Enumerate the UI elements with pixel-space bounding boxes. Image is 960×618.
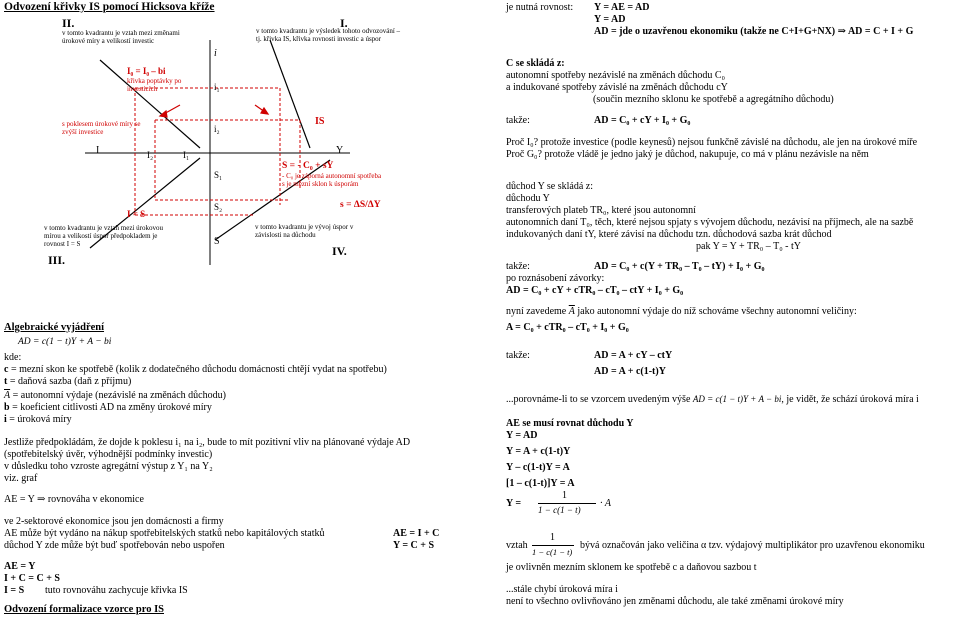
ae-spending-note: AE může být vydáno na nákup spotřebitelských statků nebo kapitálových statků <box>4 528 325 539</box>
equation-ae-y: AE = Y <box>4 561 36 572</box>
quadrant-i-text: v tomto kvadrantu je výsledek tohoto odvozování – tj. křivka IS, křivka rovnosti investic a úspor <box>256 27 401 43</box>
quadrant-iii-number: III. <box>48 253 66 267</box>
savings-note-2: s je mezní sklon k úsporám <box>282 180 359 188</box>
quadrant-ii-text: v tomto kvadrantu je vztah mezi změnami úrokové míry a velikostí investic <box>62 29 180 45</box>
derivation-2: Y = AD <box>506 430 538 441</box>
equation-ic-cs: I + C = C + S <box>4 573 60 584</box>
savings-note-1: - C₀ je záporná autonomní spotřeba <box>282 172 382 180</box>
ae-equation: AE = I + C <box>393 528 440 539</box>
quadrant-iii-text: v tomto kvadrantu je vztah mezi úrokovou mírou a velikostí úspor předpokladem je rovnost I = S <box>44 224 163 248</box>
duchod-line-2: důchodu Y <box>506 193 550 204</box>
fraction-numerator: 1 <box>562 490 567 501</box>
definition-t: t = daňová sazba (daň z příjmu) <box>4 376 132 387</box>
definition-a: $\overline{A}$ = autonomní výdaje (nezávislé na změnách důchodu) <box>4 390 226 401</box>
proc-io: Proč I₀? protože investice (podle keynesů) nejsou funkčně závislé na důchodu, ale jen na úrokové míře <box>506 137 918 148</box>
income-use-note: důchod Y zde může být buď spotřebován nebo uspořen <box>4 540 225 551</box>
i-equals-s-label: I = S <box>127 209 146 219</box>
investment-function-sub: křivka poptávky po investicích <box>127 77 182 93</box>
takze-label-2: takže: <box>506 261 530 272</box>
pak-equation: pak Y = Y + TR₀ – T₀ - tY <box>696 241 802 252</box>
multiplier-influence: je ovlivněn mezním sklonem ke spotřebě c a daňovou sazbou t <box>506 562 757 573</box>
is-curve <box>270 40 310 148</box>
derivation-5: [1 – c(1-t)]Y = A <box>506 478 575 489</box>
fraction-y-label: Y = <box>506 498 522 509</box>
duchod-line-5: indukovaných daní tY, které závisí na důchodu tzn. důchodová sazba krát důchod <box>506 229 832 240</box>
c-line-2: a indukované spotřeby závislé na změnách důchodu cY <box>506 82 728 93</box>
takze-label-3: takže: <box>506 350 530 361</box>
y-equation: Y = C + S <box>393 540 435 551</box>
rate-drop-note: s poklesem úrokové míry se zvýší investice <box>62 120 141 136</box>
ad-formula: AD = c(1 − t)Y + A − bi <box>18 337 112 347</box>
definition-c: c = mezní skon ke spotřebě (kolik z dodatečného důchodu domácnosti chtějí vydat na spotřebu) <box>4 364 387 375</box>
quadrant-i-number: I. <box>340 16 348 30</box>
takze-label-1: takže: <box>506 115 530 126</box>
fraction-a: · A <box>600 498 611 509</box>
c-heading: C se skládá z: <box>506 58 565 69</box>
nyni-line: nyní zavedeme $\overline{A}$ jako autonomní výdaje do níž schováme všechny autonomní veličiny: <box>506 306 857 317</box>
equation-i-s: I = S <box>4 585 25 596</box>
ad-simplified-2: AD = A + c(1-t)Y <box>594 366 666 377</box>
fraction-denominator: 1 − c(1 − t) <box>538 505 581 515</box>
duchod-line-1: důchod Y se skládá z: <box>506 181 594 192</box>
ad-expanded-3: AD = C₀ + cY + cTR₀ – cT₀ – ctY + I₀ + G₀ <box>506 285 684 296</box>
quadrant-iv-text: v tomto kvadrantu je vývoj úspor v závislosti na důchodu <box>255 223 354 239</box>
c-line-1: autonomní spotřeby nezávislé na změnách důchodu C₀ <box>506 70 725 81</box>
savings-function-label: S = - C₀ + sY <box>282 161 334 171</box>
equilibrium-statement: AE = Y ⇒ rovnováha v ekonomice <box>4 494 144 505</box>
S2-label: S₂ <box>214 202 223 212</box>
s-definition: s = ΔS/ΔY <box>340 200 381 210</box>
axis-I-label: I <box>96 145 100 156</box>
vztah-text: bývá označován jako veličina α tzv. výdajový multiplikátor pro uzavřenou ekonomiku <box>580 540 925 551</box>
nutna-eq-2: Y = AD <box>594 14 626 25</box>
vztah-fraction-bar <box>532 545 574 546</box>
vztah-denominator: 1 − c(1 − t) <box>532 547 573 557</box>
paragraph-line-2: (spotřebitelský úvěr, výhodnější podmínky investic) <box>4 449 213 460</box>
S1-label: S₁ <box>214 170 223 180</box>
algebra-heading: Algebraické vyjádření <box>4 322 105 333</box>
autonomous-definition: A = C₀ + cTR₀ – cT₀ + I₀ + G₀ <box>506 322 629 333</box>
is-curve-label: IS <box>315 116 325 127</box>
nutna-eq-1: Y = AE = AD <box>594 2 650 13</box>
ad-expanded-2: AD = C₀ + c(Y + TR₀ – T₀ – tY) + I₀ + G₀ <box>594 261 765 272</box>
I2-label: I₂ <box>147 150 154 160</box>
paragraph-line-4: viz. graf <box>4 473 38 484</box>
two-sector-note: ve 2-sektorové ekonomice jsou jen domácnosti a firmy <box>4 516 224 527</box>
derivation-3: Y = A + c(1-t)Y <box>506 446 571 457</box>
missing-rate-2: není to všechno ovlivňováno jen změnami důchodu, ale také změnami úrokové míry <box>506 596 844 607</box>
derivation-4: Y – c(1-t)Y = A <box>506 462 570 473</box>
proc-go: Proč G₀? protože vládě je jedno jaký je důchod, nakupuje, co má v plánu nezávisle na něm <box>506 149 869 160</box>
duchod-line-3: transferových plateb TR₀, které jsou autonomní <box>506 205 696 216</box>
c-line-3: (součin mezního sklonu ke spotřebě a agregátního důchodu) <box>593 94 834 105</box>
vztah-label: vztah <box>506 540 528 551</box>
porovname-line: ...porovnáme-li to se vzorcem uvedeným výše AD = c(1 − t)Y + A − bi, je vidět, že schází úroková míra i <box>506 394 919 405</box>
paragraph-line-3: v důsledku toho vzroste agregátní výstup z Y₁ na Y₂ <box>4 461 213 472</box>
kde-label: kde: <box>4 352 22 363</box>
nutna-eq-3: AD = jde o uzavřenou ekonomiku (takže ne C+I+G+NX) ⇒ AD = C + I + G <box>594 26 914 37</box>
axis-Y-label: Y <box>336 145 344 156</box>
i1-label: i₁ <box>214 82 220 92</box>
derivation-1: AE se musí rovnat důchodu Y <box>506 418 634 429</box>
ad-simplified-1: AD = A + cY – ctY <box>594 350 673 361</box>
formalization-heading: Odvození formalizace vzorce pro IS <box>4 604 164 615</box>
i2-label: i₂ <box>214 124 220 134</box>
definition-i: i = úroková míry <box>4 414 72 425</box>
vztah-numerator: 1 <box>550 532 555 543</box>
paragraph-line-1: Jestliže předpokládám, že dojde k poklesu i₁ na i₂, bude to mít pozitivní vliv na plánované výdaje AD <box>4 437 411 448</box>
I1-label: I₁ <box>183 150 190 160</box>
missing-rate-1: ...stále chybí úroková míra i <box>506 584 618 595</box>
arrow-marks <box>160 105 268 117</box>
projection-lines <box>135 88 300 215</box>
quadrant-ii-number: II. <box>62 16 75 30</box>
axis-i-label: i <box>214 48 217 59</box>
fraction-bar <box>538 503 596 504</box>
duchod-line-4: autonomních daní T₀, těch, které nejsou spjaty s vývojem důchodu, nezávisí na příjmech, ale na sazbě <box>506 217 914 228</box>
investment-function-label: I₀ = I₀ – bi <box>127 66 166 76</box>
definition-b: b = koeficient citlivosti AD na změny úrokové míry <box>4 402 212 413</box>
nutna-label: je nutná rovnost: <box>506 2 574 13</box>
axis-S-label: S <box>214 236 220 247</box>
is-curve-note: tuto rovnováhu zachycuje křivka IS <box>45 585 188 596</box>
quadrant-iv-number: IV. <box>332 244 347 258</box>
po-label: po roznásobení závorky: <box>506 273 605 284</box>
ad-expanded-1: AD = C₀ + cY + I₀ + G₀ <box>594 115 691 126</box>
page-title: Odvození křivky IS pomocí Hicksova kříže <box>4 1 215 13</box>
